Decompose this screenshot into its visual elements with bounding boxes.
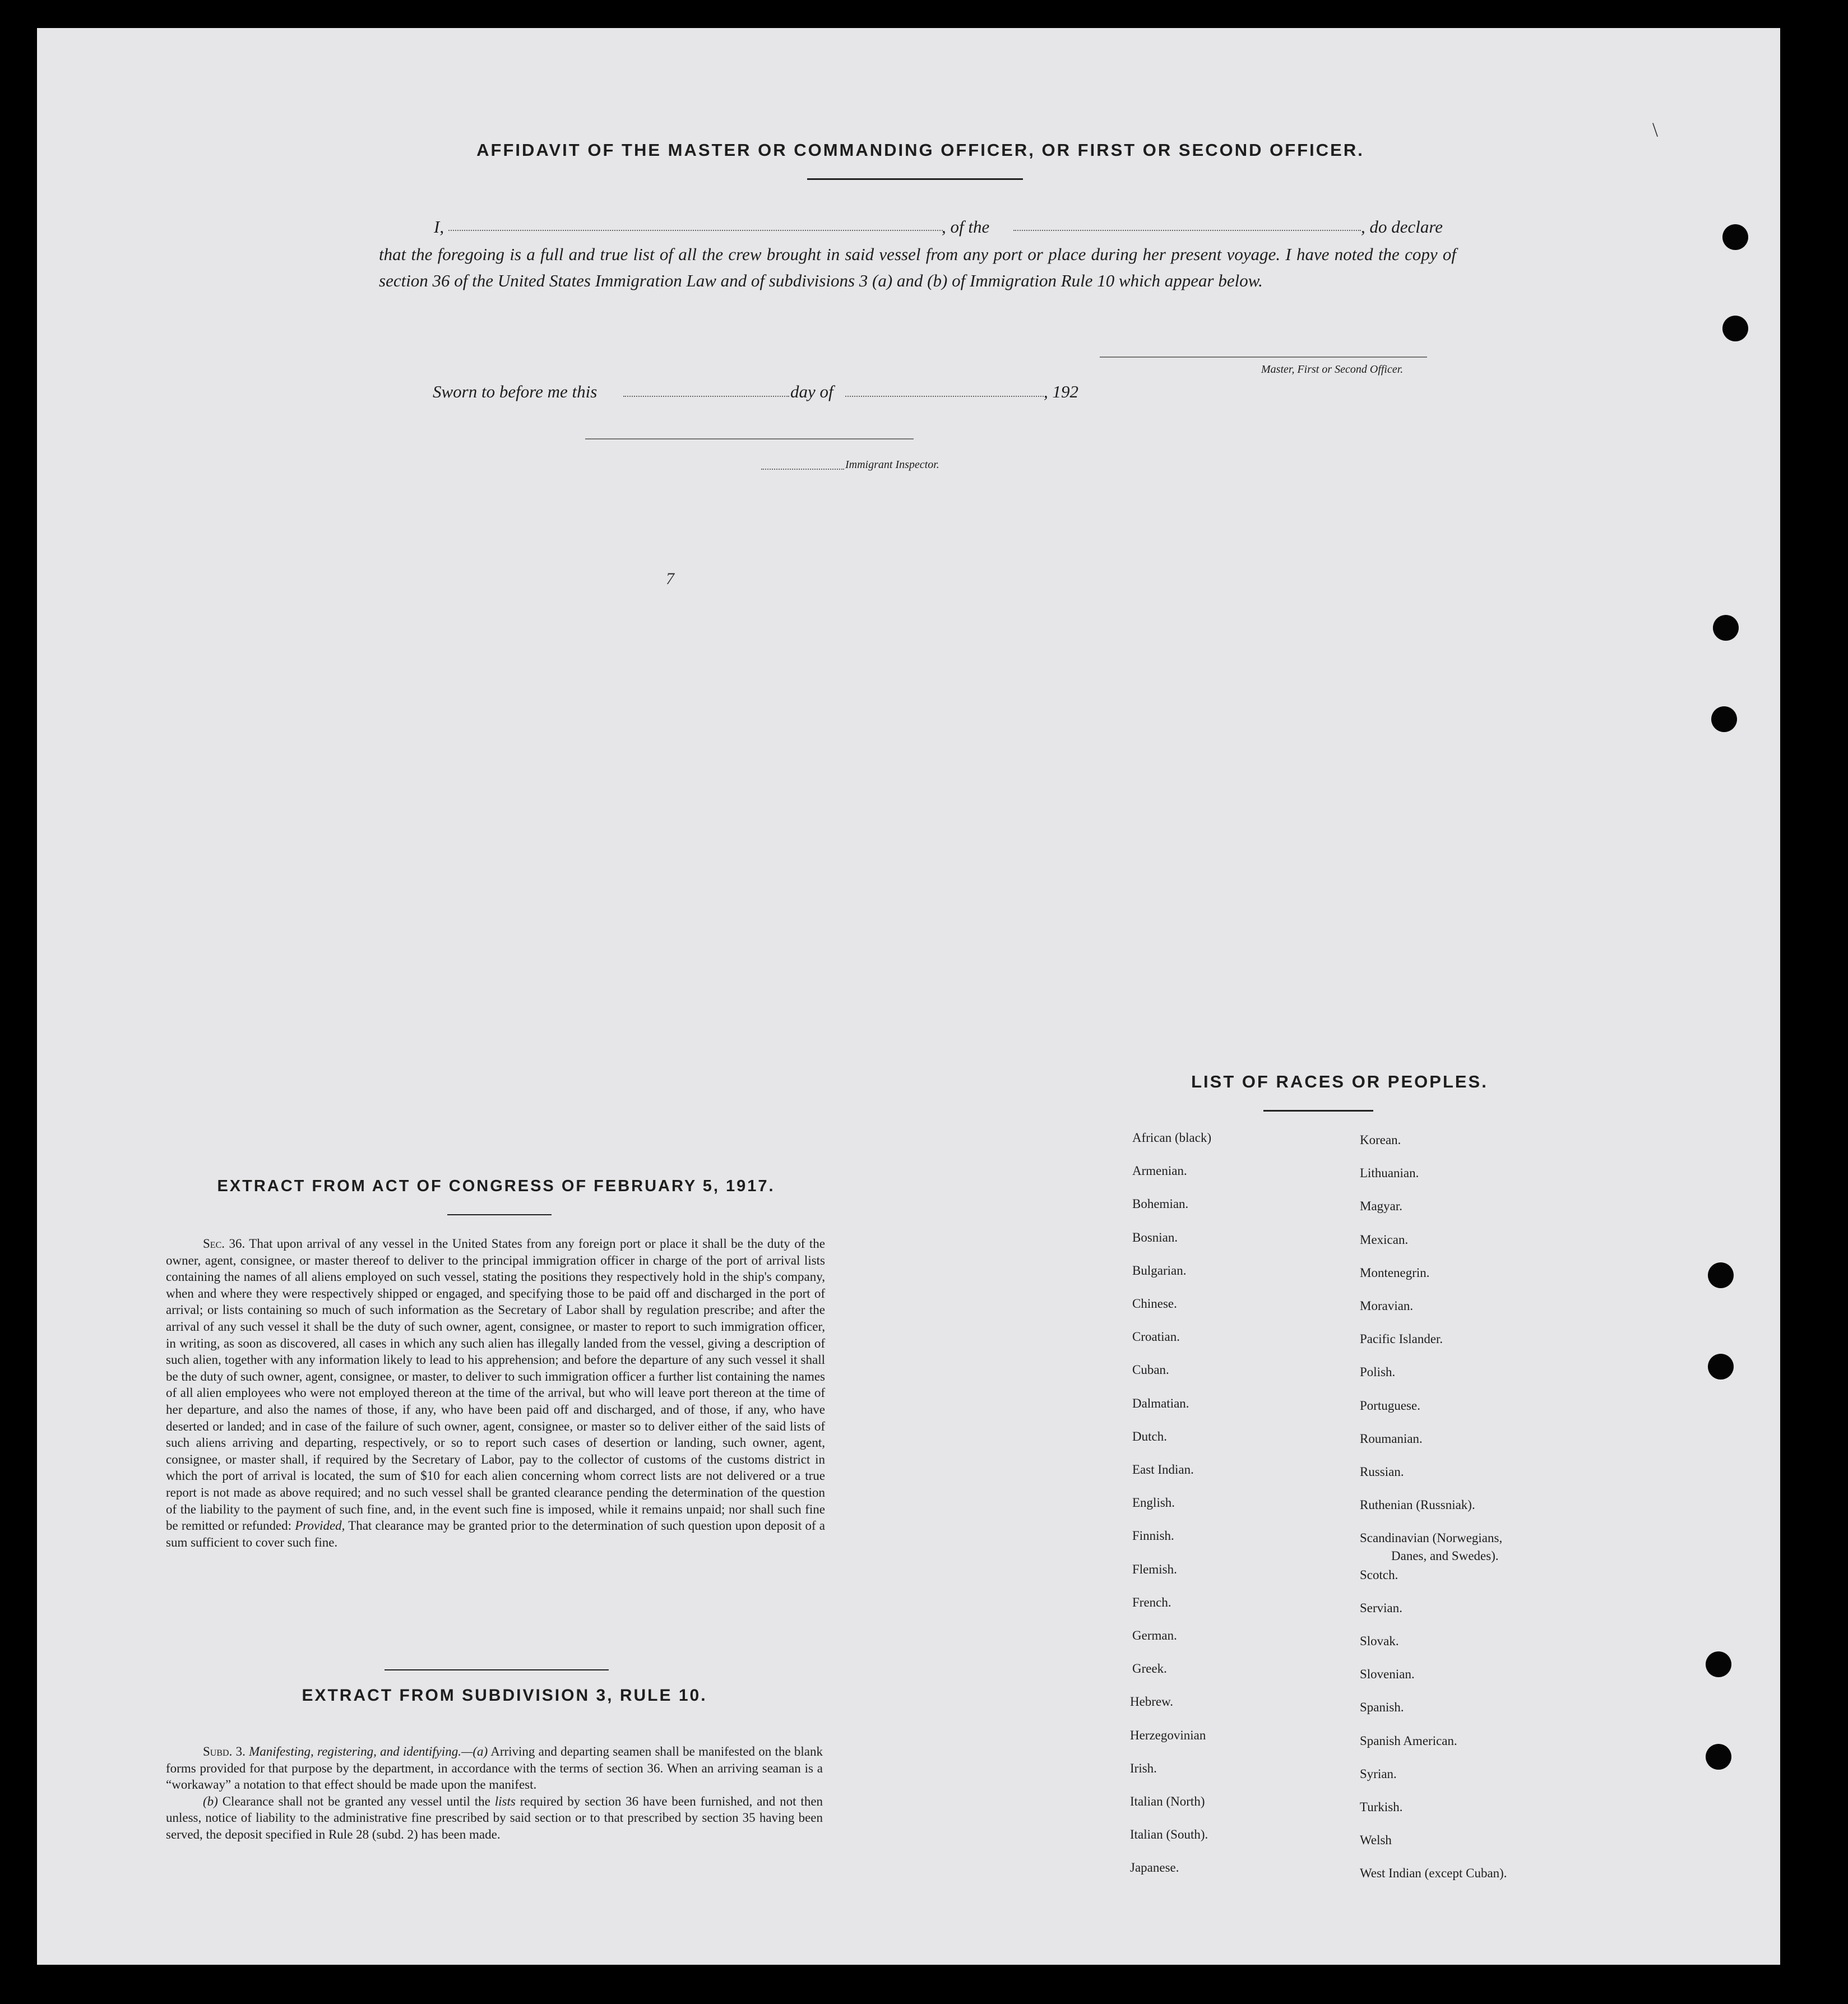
- binder-hole: [1708, 1262, 1734, 1288]
- affidavit-title: AFFIDAVIT OF THE MASTER OR COMMANDING OFFICER, OR FIRST OR SECOND OFFICER.: [476, 140, 1364, 160]
- para-b-text-1: Clearance shall not be granted any vessel until the: [222, 1794, 490, 1808]
- sec-label: Sec. 36.: [203, 1237, 246, 1251]
- b-label: (b): [203, 1794, 218, 1808]
- inspector-caption: Immigrant Inspector.: [845, 459, 939, 471]
- race-item: Roumanian.: [1360, 1431, 1423, 1446]
- race-item-scandinavian-cont: Danes, and Swedes).: [1391, 1549, 1499, 1563]
- race-item: Croatian.: [1132, 1330, 1180, 1344]
- race-item: Hebrew.: [1130, 1695, 1174, 1709]
- binder-hole: [1708, 1354, 1734, 1380]
- race-item: Spanish.: [1360, 1700, 1404, 1715]
- provided-word: Provided,: [295, 1519, 345, 1533]
- binder-hole: [1706, 1744, 1731, 1770]
- stray-mark: \: [1652, 118, 1659, 141]
- act-title-rule: [447, 1214, 552, 1215]
- race-item: Cuban.: [1132, 1363, 1169, 1377]
- binder-hole: [1706, 1651, 1731, 1677]
- race-item: English.: [1132, 1496, 1175, 1510]
- race-item: Servian.: [1360, 1600, 1403, 1615]
- year-text: , 192: [1044, 382, 1078, 401]
- race-item: Korean.: [1360, 1133, 1401, 1147]
- sworn-month-field[interactable]: [845, 396, 1044, 397]
- name-field[interactable]: [448, 230, 943, 231]
- race-item: French.: [1132, 1595, 1171, 1609]
- subd-label: Subd. 3.: [203, 1744, 246, 1758]
- day-of-text: day of: [790, 382, 833, 401]
- affidavit-do-declare: , do declare: [1361, 217, 1443, 237]
- race-item: Herzegovinian: [1130, 1728, 1206, 1742]
- races-title: LIST OF RACES OR PEOPLES.: [1191, 1072, 1488, 1091]
- race-item: Flemish.: [1132, 1562, 1177, 1576]
- race-item: West Indian (except Cuban).: [1360, 1866, 1507, 1881]
- race-item: African (black): [1132, 1131, 1212, 1145]
- race-item: Bosnian.: [1132, 1230, 1178, 1244]
- section-36-text: [166, 1235, 825, 1551]
- race-item: Irish.: [1130, 1761, 1157, 1775]
- race-item: Syrian.: [1360, 1766, 1397, 1781]
- race-item: Scandinavian (Norwegians,: [1360, 1531, 1503, 1545]
- subd-heading: Manifesting, registering, and identifying.—(a): [249, 1744, 488, 1758]
- rule-extract-title: EXTRACT FROM SUBDIVISION 3, RULE 10.: [302, 1686, 707, 1705]
- race-item: Bohemian.: [1132, 1197, 1189, 1211]
- race-item: Magyar.: [1360, 1199, 1403, 1214]
- lists-word: lists: [494, 1794, 516, 1808]
- race-item: Slovenian.: [1360, 1667, 1415, 1682]
- para-b-text-2: required by section 36 have been furnished, and not then unless, notice of liability to the administrative fine prescribed by said section or to that prescribed by section 35 having been served, the deposit specified in Rule 28 (subd. 2) has been made.: [166, 1794, 823, 1841]
- sec-text: That upon arrival of any vessel in the United States from any foreign port or place it shall be the duty of the owner, agent, consignee, or master thereof to deliver to the principal immigration officer in charge of the port of arrival lists containing the names of all aliens employed on such vessel, stating the positions they respectively hold in the ship's company, when and where they were respectively shipped or engaged, and specifying those to be paid off and discharged in the port of arrival; or lists containing so much of such information as the Secretary of Labor shall by regulation prescribe; and after the arrival of any such vessel it shall be the duty of such owner, agent, consignee, or master to report to such immigration officer, in writing, as soon as discovered, all cases in which any such alien has illegally landed from the vessel, giving a description of such alien, together with any information likely to lead to his apprehension; and before the departure of any such vessel it shall be the duty of such owner, agent, consignee, or master, to deliver to such immigration officer a further list containing the names of all alien employees who were not employed thereon at the time of the arrival, but who will leave port thereon at the time of her departure, and also the names of those, if any, who have been paid off and discharged, and of those, if any, who have deserted or landed; and in case of the failure of such owner, agent, consignee, or master so to deliver either of the said lists of such aliens arriving and departing, respectively, or so to report such cases of desertion or landing, such owner, agent, consignee, or master shall, if required by the Secretary of Labor, pay to the collector of customs of the customs district in which the port of arrival is located, the sum of $10 for each alien concerning whom correct lists are not delivered or a true report is not made as above required; and no such vessel shall be granted clearance pending the determination of the question of the liability to the payment of such fine, and, in the event such fine is imposed, while it remains unpaid; nor shall such fine be remitted or refunded:: [166, 1237, 825, 1533]
- subdivision-3-text: [166, 1743, 823, 1843]
- document-page: [37, 28, 1780, 1965]
- sec-text-end: That clearance may be granted prior to the determination of such question upon deposit of a sum sufficient to cover such fine.: [166, 1519, 825, 1549]
- affidavit-i: I,: [434, 217, 444, 237]
- race-item: Scotch.: [1360, 1567, 1398, 1582]
- divider-rule: [385, 1669, 609, 1670]
- race-item: Pacific Islander.: [1360, 1332, 1443, 1346]
- race-item: Lithuanian.: [1360, 1166, 1419, 1181]
- race-item: Slovak.: [1360, 1634, 1399, 1648]
- affidavit-title-rule: [807, 178, 1023, 180]
- race-item: Italian (South).: [1130, 1827, 1208, 1842]
- race-item: Bulgarian.: [1132, 1263, 1187, 1278]
- inspector-signature-line[interactable]: [585, 438, 914, 439]
- race-item: Ruthenian (Russniak).: [1360, 1498, 1475, 1512]
- master-signature-line[interactable]: [1100, 357, 1427, 358]
- race-item: Japanese.: [1130, 1860, 1179, 1875]
- race-item: Chinese.: [1132, 1297, 1177, 1311]
- race-item: German.: [1132, 1628, 1177, 1642]
- race-item: Portuguese.: [1360, 1398, 1420, 1413]
- vessel-field[interactable]: [1013, 230, 1361, 231]
- para-a-text: Arriving and departing seamen shall be manifested on the blank forms provided for that purpose by the department, in accordance with the terms of section 36. When an arriving seaman is a “workaway” a notation to that effect should be made upon the manifest.: [166, 1744, 823, 1792]
- race-item: Russian.: [1360, 1465, 1404, 1479]
- sworn-text: Sworn to before me this: [433, 382, 598, 401]
- master-caption: Master, First or Second Officer.: [1261, 363, 1404, 376]
- affidavit-body: that the foregoing is a full and true list of all the crew brought in said vessel from any port or place during her present voyage. I have noted the copy of section 36 of the United States Immigration Law and of subdivisions 3 (a) and (b) of Immigration Rule 10 which appear below.: [379, 244, 1456, 290]
- binder-hole: [1713, 615, 1739, 641]
- race-item: Italian (North): [1130, 1794, 1205, 1808]
- race-item: Welsh: [1360, 1833, 1392, 1848]
- act-extract-title: EXTRACT FROM ACT OF CONGRESS OF FEBRUARY 5, 1917.: [217, 1177, 775, 1195]
- binder-hole: [1722, 316, 1748, 341]
- races-title-rule: [1263, 1110, 1373, 1112]
- inspector-dotted-line: [761, 469, 844, 470]
- race-item: Spanish American.: [1360, 1733, 1457, 1748]
- handwritten-mark: 7: [666, 570, 674, 588]
- race-item: Moravian.: [1360, 1299, 1414, 1313]
- sworn-day-field[interactable]: [623, 396, 789, 397]
- race-item: East Indian.: [1132, 1462, 1194, 1477]
- race-item: Dutch.: [1132, 1429, 1167, 1443]
- affidavit-of-the: , of the: [942, 217, 990, 237]
- binder-hole: [1711, 706, 1737, 732]
- race-item: Polish.: [1360, 1365, 1396, 1380]
- race-item: Turkish.: [1360, 1800, 1403, 1814]
- binder-hole: [1722, 224, 1748, 250]
- race-item: Finnish.: [1132, 1529, 1174, 1543]
- race-item: Dalmatian.: [1132, 1396, 1189, 1410]
- race-item: Montenegrin.: [1360, 1265, 1430, 1280]
- race-item: Mexican.: [1360, 1232, 1409, 1247]
- race-item: Greek.: [1132, 1661, 1167, 1676]
- race-item: Armenian.: [1132, 1164, 1187, 1178]
